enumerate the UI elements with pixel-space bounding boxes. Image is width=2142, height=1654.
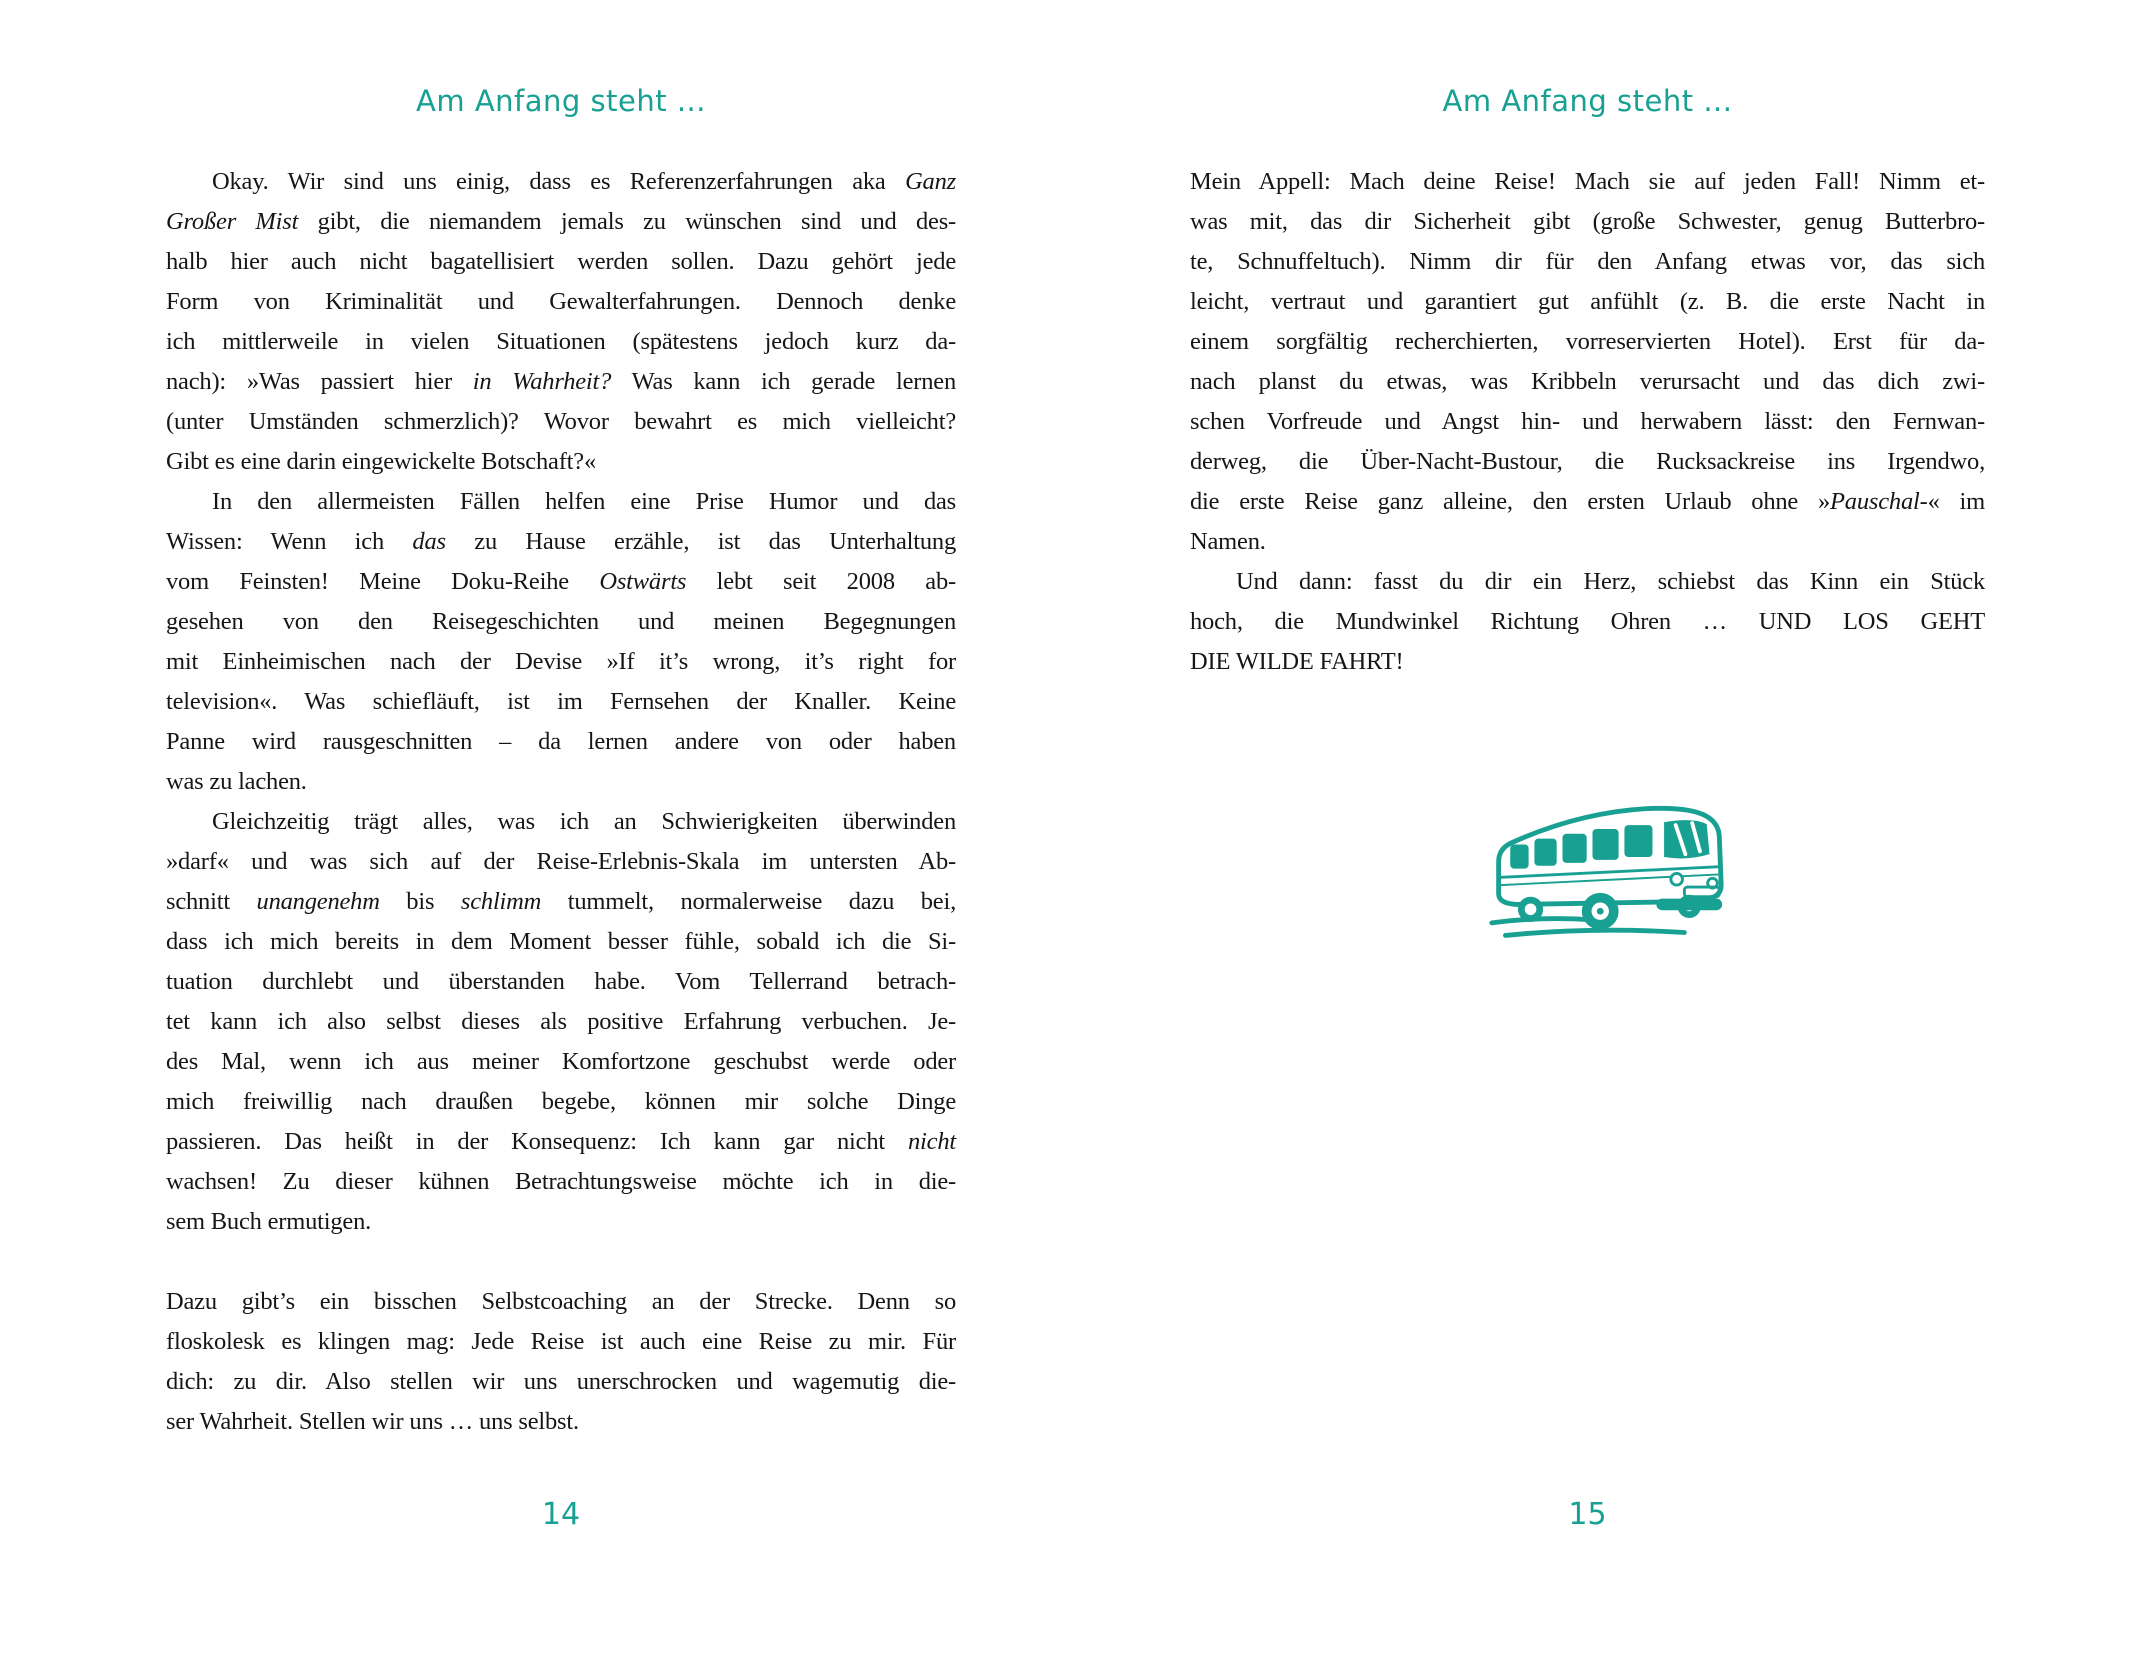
text-line: des Mal, wenn ich aus meiner Komfortzone geschubst werde oder <box>166 1048 956 1075</box>
page-number-left: 14 <box>541 1497 581 1532</box>
bus-icon <box>1486 798 1728 948</box>
running-header-right: Am Anfang steht ... <box>1442 84 1733 118</box>
text-line: tuation durchlebt und überstanden habe. Vom Tellerrand betrach- <box>166 968 956 995</box>
text-line: Okay. Wir sind uns einig, dass es Referenzerfahrungen aka Ganz <box>212 168 956 195</box>
text-line: Und dann: fasst du dir ein Herz, schiebst das Kinn ein Stück <box>1236 568 1985 595</box>
text-line: derweg, die Über-Nacht-Bustour, die Rucksackreise ins Irgendwo, <box>1190 448 1985 475</box>
page-body <box>166 162 956 1442</box>
text-line: was zu lachen. <box>166 768 307 795</box>
text-line: Mein Appell: Mach deine Reise! Mach sie auf jeden Fall! Nimm et- <box>1190 168 1985 195</box>
text-line: was mit, das dir Sicherheit gibt (große Schwester, genug Butterbro- <box>1190 208 1985 235</box>
text-line: passieren. Das heißt in der Konsequenz: Ich kann gar nicht nicht <box>166 1128 956 1155</box>
text-line: nach): »Was passiert hier in Wahrheit? Was kann ich gerade lernen <box>166 368 957 395</box>
text-line: dass ich mich bereits in dem Moment besser fühle, sobald ich die Si- <box>166 928 956 955</box>
text-line: halb hier auch nicht bagatellisiert werden sollen. Dazu gehört jede <box>166 248 956 275</box>
text-line: wachsen! Zu dieser kühnen Betrachtungsweise möchte ich in die- <box>166 1168 956 1195</box>
text-line: DIE WILDE FAHRT! <box>1190 648 1404 675</box>
page-body <box>1190 162 1985 682</box>
text-line: sem Buch ermutigen. <box>166 1208 372 1235</box>
text-line: floskolesk es klingen mag: Jede Reise ist auch eine Reise zu mir. Für <box>166 1328 956 1355</box>
text-line: Form von Kriminalität und Gewalterfahrungen. Dennoch denke <box>166 288 956 315</box>
text-line: (unter Umständen schmerzlich)? Wovor bewahrt es mich vielleicht? <box>166 408 956 435</box>
right-page <box>1190 0 1985 1654</box>
page-number-right: 15 <box>1568 1497 1607 1532</box>
left-page <box>166 0 956 1654</box>
text-line: dich: zu dir. Also stellen wir uns unerschrocken und wagemutig die- <box>166 1368 956 1395</box>
text-line: »darf« und was sich auf der Reise-Erlebnis-Skala im untersten Ab- <box>166 848 956 875</box>
text-line: mich freiwillig nach draußen begebe, können mir solche Dinge <box>166 1088 956 1115</box>
text-line: Panne wird rausgeschnitten – da lernen andere von oder haben <box>166 728 956 755</box>
text-line: ser Wahrheit. Stellen wir uns … uns selbst. <box>166 1408 579 1435</box>
text-line: gesehen von den Reisegeschichten und meinen Begegnungen <box>166 608 956 635</box>
text-line: Namen. <box>1190 528 1266 555</box>
text-line: Gleichzeitig trägt alles, was ich an Schwierigkeiten überwinden <box>212 808 956 835</box>
text-line: die erste Reise ganz alleine, den ersten Urlaub ohne »Pauschal-« im <box>1190 488 1985 515</box>
text-line: te, Schnuffeltuch). Nimm dir für den Anfang etwas vor, das sich <box>1190 248 1985 275</box>
text-line: nach planst du etwas, was Kribbeln verursacht und das dich zwi- <box>1190 368 1985 395</box>
text-line: tet kann ich also selbst dieses als positive Erfahrung verbuchen. Je- <box>166 1008 956 1035</box>
text-line: television«. Was schiefläuft, ist im Fernsehen der Knaller. Keine <box>166 688 956 715</box>
text-line: leicht, vertraut und garantiert gut anfühlt (z. B. die erste Nacht in <box>1190 288 1985 315</box>
text-line: Dazu gibt’s ein bisschen Selbstcoaching an der Strecke. Denn so <box>166 1288 956 1315</box>
paragraph-gap <box>166 1242 956 1282</box>
text-line: In den allermeisten Fällen helfen eine Prise Humor und das <box>212 488 956 515</box>
text-line: vom Feinsten! Meine Doku-Reihe Ostwärts lebt seit 2008 ab- <box>166 568 956 595</box>
text-line: Wissen: Wenn ich das zu Hause erzähle, ist das Unterhaltung <box>166 528 957 555</box>
text-line: schen Vorfreude und Angst hin- und herwabern lässt: den Fernwan- <box>1190 408 1985 435</box>
text-line: schnitt unangenehm bis schlimm tummelt, normalerweise dazu bei, <box>166 888 957 915</box>
text-line: ich mittlerweile in vielen Situationen (spätestens jedoch kurz da- <box>166 328 956 355</box>
running-header-left: Am Anfang steht ... <box>416 84 706 118</box>
text-line: Großer Mist gibt, die niemandem jemals zu wünschen sind und des- <box>166 208 956 235</box>
text-line: einem sorgfältig recherchierten, vorreservierten Hotel). Erst für da- <box>1190 328 1985 355</box>
text-line: mit Einheimischen nach der Devise »If it’s wrong, it’s right for <box>166 648 956 675</box>
text-line: hoch, die Mundwinkel Richtung Ohren … UND LOS GEHT <box>1190 608 1985 635</box>
text-line: Gibt es eine darin eingewickelte Botschaft?« <box>166 448 596 475</box>
